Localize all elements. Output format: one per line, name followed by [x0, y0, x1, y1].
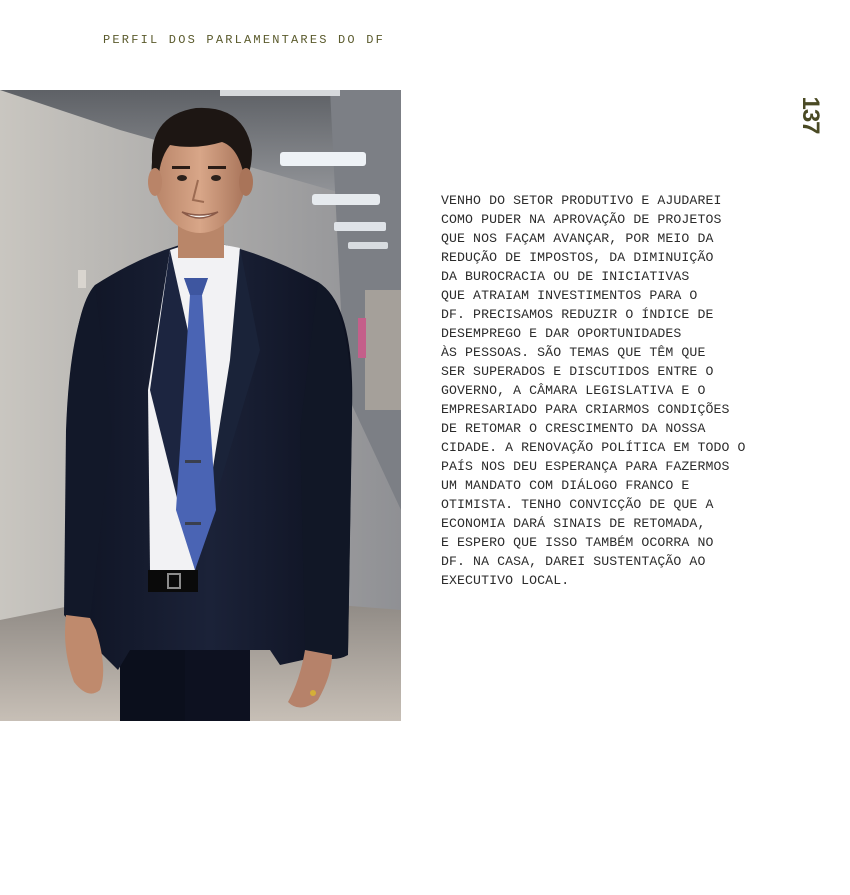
portrait-photo: [0, 90, 401, 721]
page-number: [795, 90, 825, 140]
page-number-label: 137: [797, 96, 824, 134]
portrait-illustration: [0, 90, 401, 721]
running-header: PERFIL DOS PARLAMENTARES DO DF: [103, 33, 386, 47]
statement-text: VENHO DO SETOR PRODUTIVO E AJUDAREI COMO PUDER NA APROVAÇÃO DE PROJETOS QUE NOS FAÇAM AVANÇAR, POR MEIO DA REDUÇÃO DE IMPOSTOS, DA DIMINUIÇÃO DA BUROCRACIA OU DE INICIATIVAS QUE ATRAIAM INVESTIMENTOS PARA O DF. PRECISAMOS REDUZIR O ÍNDICE DE DESEMPREGO E DAR OPORTUNIDADES ÀS PESSOAS. SÃO TEMAS QUE TÊM QUE SER SUPERADOS E DISCUTIDOS ENTRE O GOVERNO, A CÂMARA LEGISLATIVA E O EMPRESARIADO PARA CRIARMOS CONDIÇÕES DE RETOMAR O CRESCIMENTO DA NOSSA CIDADE. A RENOVAÇÃO POLÍTICA EM TODO O PAÍS NOS DEU ESPERANÇA PARA FAZERMOS UM MANDATO COM DIÁLOGO FRANCO E OTIMISTA. TENHO CONVICÇÃO DE QUE A ECONOMIA DARÁ SINAIS DE RETOMADA, E ESPERO QUE ISSO TAMBÉM OCORRA NO DF. NA CASA, DAREI SUSTENTAÇÃO AO EXECUTIVO LOCAL.: [441, 193, 746, 588]
